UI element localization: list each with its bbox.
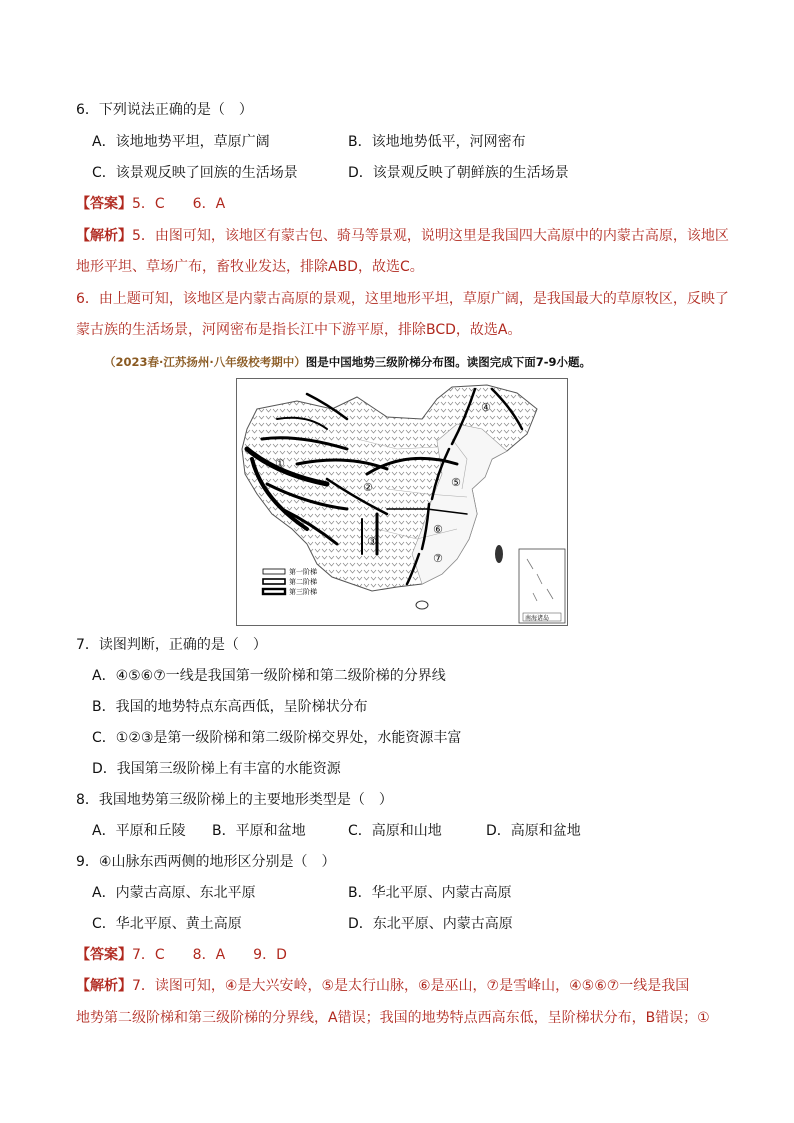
analysis-block-2-line-1 xyxy=(76,976,689,996)
question-6-option-a: A．该地地势平坦，草原广阔 xyxy=(92,134,270,150)
question-9-stem: 9．④山脉东西两侧的地形区分别是（ ） xyxy=(76,854,336,870)
analysis-tag: 【解析】 xyxy=(76,228,132,244)
analysis-block-1-line-1 xyxy=(76,226,729,246)
analysis-tag: 【解析】 xyxy=(76,978,132,994)
map-label-4: ④ xyxy=(481,401,491,414)
question-7-option-b: B．我国的地势特点东高西低，呈阶梯状分布 xyxy=(92,699,368,715)
question-9-option-c: C．华北平原、黄土高原 xyxy=(92,916,242,932)
question-7-option-c: C．①②③是第一级阶梯和第二级阶梯交界处，水能资源丰富 xyxy=(92,730,462,746)
answer-block-1 xyxy=(76,194,225,214)
question-9-option-a: A．内蒙古高原、东北平原 xyxy=(92,885,256,901)
map-label-6: ⑥ xyxy=(433,523,443,536)
question-8-option-b: B．平原和盆地 xyxy=(212,823,306,839)
answer-block-2 xyxy=(76,945,287,965)
answer-tag: 【答案】 xyxy=(76,947,132,963)
question-6-option-d: D．该景观反映了朝鲜族的生活场景 xyxy=(348,165,569,181)
map-label-2: ② xyxy=(363,481,373,494)
analysis-block-1-line-4: 蒙古族的生活场景，河网密布是指长江中下游平原，排除BCD，故选A。 xyxy=(76,322,522,338)
question-7-option-d: D．我国第三级阶梯上有丰富的水能资源 xyxy=(92,761,341,777)
question-6-option-c: C．该景观反映了回族的生活场景 xyxy=(92,165,298,181)
legend-step-3: 第三阶梯 xyxy=(289,588,317,596)
question-9-option-b: B．华北平原、内蒙古高原 xyxy=(348,885,512,901)
question-8-option-a: A．平原和丘陵 xyxy=(92,823,186,839)
question-8-stem: 8．我国地势第三级阶梯上的主要地形类型是（ ） xyxy=(76,792,393,808)
legend-step-1: 第一阶梯 xyxy=(289,568,317,576)
south-china-sea-inset xyxy=(519,549,565,623)
answer-text: 7．C 8．A 9．D xyxy=(132,947,287,963)
map-label-1: ① xyxy=(275,457,285,470)
question-7-stem: 7．读图判断，正确的是（ ） xyxy=(76,637,267,653)
legend-step-2: 第二阶梯 xyxy=(289,578,317,586)
question-7-option-a: A．④⑤⑥⑦一线是我国第一级阶梯和第二级阶梯的分界线 xyxy=(92,668,446,684)
question-8-option-c: C．高原和山地 xyxy=(348,823,442,839)
country-outline xyxy=(242,385,537,591)
question-6-stem: 6．下列说法正确的是（ ） xyxy=(76,102,253,118)
question-9-option-d: D．东北平原、内蒙古高原 xyxy=(348,916,513,932)
inset-label: 南海诸岛 xyxy=(525,615,550,622)
caption-source: （2023春·江苏扬州·八年级校考期中） xyxy=(104,355,306,369)
map-label-7: ⑦ xyxy=(433,552,443,565)
analysis-text: 5．由图可知，该地区有蒙古包、骑马等景观，说明这里是我国四大高原中的内蒙古高原，该地区 xyxy=(132,228,729,244)
map-label-5: ⑤ xyxy=(451,476,461,489)
question-6-option-b: B．该地地势低平，河网密布 xyxy=(348,134,526,150)
question-8-option-d: D．高原和盆地 xyxy=(486,823,581,839)
caption-text: 图是中国地势三级阶梯分布图。读图完成下面7-9小题。 xyxy=(305,355,592,369)
legend xyxy=(263,567,317,596)
analysis-block-2-line-2: 地势第二级阶梯和第三级阶梯的分界线，A错误；我国的地势特点西高东低，呈阶梯状分布，B错误；① xyxy=(76,1010,710,1026)
analysis-block-1-line-3: 6．由上题可知，该地区是内蒙古高原的景观，这里地形平坦，草原广阔，是我国最大的草原牧区，反映了 xyxy=(76,291,729,307)
china-terrain-map xyxy=(236,378,568,626)
terrain-map-svg xyxy=(237,379,567,625)
analysis-text: 7．读图可知，④是大兴安岭，⑤是太行山脉，⑥是巫山，⑦是雪峰山，④⑤⑥⑦一线是我国 xyxy=(132,978,690,994)
map-label-3: ③ xyxy=(367,535,377,548)
analysis-block-1-line-2: 地形平坦、草场广布，畜牧业发达，排除ABD，故选C。 xyxy=(76,259,424,275)
figure-caption xyxy=(104,352,591,372)
answer-tag: 【答案】 xyxy=(76,196,132,212)
answer-text: 5．C 6．A xyxy=(132,196,226,212)
